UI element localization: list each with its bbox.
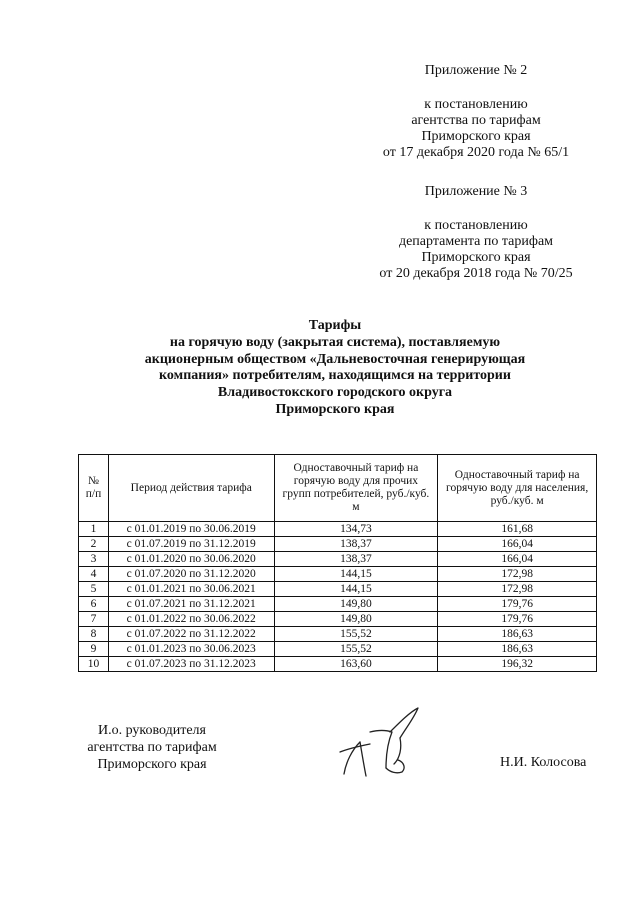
- row-tariff-other: 149,80: [274, 612, 438, 627]
- table-row: [79, 597, 597, 612]
- table-row: [79, 627, 597, 642]
- title-line: акционерным обществом «Дальневосточная генерирующая: [144, 351, 526, 367]
- appendix-current-line: от 17 декабря 2020 года № 65/1: [382, 145, 570, 160]
- header-tariff-other: Одноставочный тариф на горячую воду для прочих групп потребителей, руб./куб. м: [274, 455, 438, 522]
- row-number: 5: [79, 582, 109, 597]
- header-period: Период действия тарифа: [108, 455, 274, 522]
- signer-name: Н.И. Колосова: [500, 755, 587, 770]
- row-tariff-other: 144,15: [274, 582, 438, 597]
- appendix-current-line: Приморского края: [421, 129, 531, 144]
- signer-line: агентства по тарифам: [87, 740, 217, 755]
- row-tariff-other: 144,15: [274, 567, 438, 582]
- row-tariff-other: 134,73: [274, 522, 438, 537]
- row-number: 9: [79, 642, 109, 657]
- signer-line: Приморского края: [97, 757, 207, 772]
- header-tariff-population: Одноставочный тариф на горячую воду для населения, руб./куб. м: [438, 455, 597, 522]
- row-tariff-population: 172,98: [438, 582, 597, 597]
- row-tariff-population: 166,04: [438, 537, 597, 552]
- row-tariff-other: 155,52: [274, 642, 438, 657]
- row-period: с 01.07.2021 по 31.12.2021: [108, 597, 274, 612]
- row-period: с 01.01.2021 по 30.06.2021: [108, 582, 274, 597]
- row-tariff-population: 186,63: [438, 642, 597, 657]
- document-title: [100, 318, 570, 419]
- title-line: на горячую воду (закрытая система), поставляемую: [169, 334, 501, 350]
- row-tariff-population: 172,98: [438, 567, 597, 582]
- row-number: 6: [79, 597, 109, 612]
- table-row: [79, 552, 597, 567]
- row-tariff-other: 149,80: [274, 597, 438, 612]
- row-period: с 01.01.2019 по 30.06.2019: [108, 522, 274, 537]
- row-period: с 01.01.2022 по 30.06.2022: [108, 612, 274, 627]
- table-body: [79, 522, 597, 672]
- row-tariff-other: 138,37: [274, 552, 438, 567]
- appendix-original-line: Приморского края: [421, 250, 531, 265]
- row-number: 4: [79, 567, 109, 582]
- table-row: [79, 522, 597, 537]
- header-number: № п/п: [79, 455, 109, 522]
- table-row: [79, 582, 597, 597]
- table-row: [79, 657, 597, 672]
- handwritten-signature: [330, 702, 440, 792]
- table-row: [79, 537, 597, 552]
- appendix-current-title: Приложение № 2: [424, 63, 528, 78]
- table-row: [79, 612, 597, 627]
- table-header-row: [79, 455, 597, 522]
- row-number: 1: [79, 522, 109, 537]
- title-line: Владивостокского городского округа: [217, 385, 453, 401]
- row-number: 8: [79, 627, 109, 642]
- row-tariff-population: 196,32: [438, 657, 597, 672]
- table-row: [79, 642, 597, 657]
- signer-line: И.о. руководителя: [97, 723, 206, 738]
- appendix-current: [376, 63, 576, 161]
- row-number: 3: [79, 552, 109, 567]
- row-number: 10: [79, 657, 109, 672]
- row-number: 2: [79, 537, 109, 552]
- row-period: с 01.07.2022 по 31.12.2022: [108, 627, 274, 642]
- title-line: компания» потребителям, находящимся на территории: [159, 368, 511, 384]
- row-period: с 01.01.2023 по 30.06.2023: [108, 642, 274, 657]
- row-tariff-population: 179,76: [438, 597, 597, 612]
- appendix-original-title: Приложение № 3: [424, 184, 528, 199]
- appendix-current-line: к постановлению: [424, 97, 528, 112]
- appendix-original-line: к постановлению: [424, 218, 528, 233]
- signer-position: [62, 722, 242, 773]
- title-heading: Тарифы: [308, 318, 362, 333]
- row-period: с 01.07.2023 по 31.12.2023: [108, 657, 274, 672]
- row-period: с 01.01.2020 по 30.06.2020: [108, 552, 274, 567]
- row-period: с 01.07.2020 по 31.12.2020: [108, 567, 274, 582]
- appendix-current-line: агентства по тарифам: [411, 113, 541, 128]
- appendix-original: [376, 184, 576, 282]
- row-tariff-other: 155,52: [274, 627, 438, 642]
- row-tariff-population: 161,68: [438, 522, 597, 537]
- table-row: [79, 567, 597, 582]
- row-period: с 01.07.2019 по 31.12.2019: [108, 537, 274, 552]
- row-number: 7: [79, 612, 109, 627]
- row-tariff-population: 166,04: [438, 552, 597, 567]
- row-tariff-other: 163,60: [274, 657, 438, 672]
- row-tariff-population: 179,76: [438, 612, 597, 627]
- appendix-original-line: департамента по тарифам: [398, 234, 554, 249]
- tariff-table: [78, 454, 597, 672]
- row-tariff-population: 186,63: [438, 627, 597, 642]
- row-tariff-other: 138,37: [274, 537, 438, 552]
- title-line: Приморского края: [275, 401, 395, 417]
- appendix-original-line: от 20 декабря 2018 года № 70/25: [379, 266, 573, 281]
